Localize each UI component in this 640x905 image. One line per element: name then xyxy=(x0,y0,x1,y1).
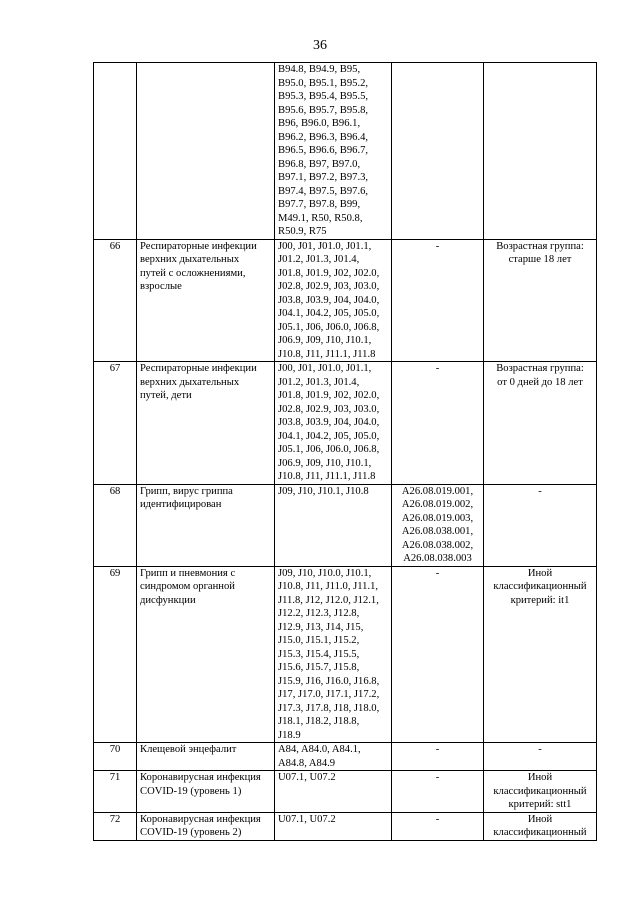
other-criteria-cell xyxy=(484,743,597,771)
icd-codes-cell xyxy=(275,771,392,813)
cell-line: U07.1, U07.2 xyxy=(278,772,336,783)
cell-line: B95.3, B95.4, B95.5, xyxy=(278,91,369,102)
cell-line: A84, A84.0, A84.1, xyxy=(278,744,361,755)
icd-codes-cell xyxy=(275,63,392,240)
row-number-cell: 72 xyxy=(94,812,137,840)
cell-line: - xyxy=(435,363,440,374)
cell-line: J01.8, J01.9, J02, J02.0, xyxy=(278,390,380,401)
cell-line: B97.1, B97.2, B97.3, xyxy=(278,172,369,183)
cell-line: B97.4, B97.5, B97.6, xyxy=(278,185,369,197)
cell-line: J12.9, J13, J14, J15, xyxy=(278,621,364,633)
other-criteria-cell xyxy=(484,566,597,743)
cell-line: - xyxy=(435,240,440,252)
other-criteria-cell xyxy=(484,812,597,840)
cell-line: верхних дыхательных xyxy=(140,376,240,388)
diagnosis-name-cell xyxy=(137,812,275,840)
icd-codes-cell xyxy=(275,812,392,840)
cell-line: A26.08.019.001, xyxy=(401,485,474,497)
cell-line: J10.8, J11, J11.1, J11.8 xyxy=(278,348,376,360)
cell-line: критерий: it1 xyxy=(510,594,570,606)
cell-line: A26.08.038.003 xyxy=(403,553,472,564)
cell-line: A26.08.038.002, xyxy=(401,539,474,551)
cell-line: J09, J10, J10.0, J10.1, xyxy=(278,567,372,579)
icd-codes-cell xyxy=(275,239,392,362)
cell-line: путей с осложнениями, xyxy=(140,267,246,279)
cell-line: B94.8, B94.9, B95, xyxy=(278,64,361,75)
diagnosis-name-cell xyxy=(137,362,275,485)
cell-line: идентифицирован xyxy=(140,499,222,510)
cell-line: J15.6, J15.7, J15.8, xyxy=(278,662,360,673)
row-number-cell: 66 xyxy=(94,239,137,362)
cell-line: Коронавирусная инфекция xyxy=(140,813,261,825)
service-codes-cell xyxy=(392,566,484,743)
cell-line: классификационный xyxy=(493,827,587,838)
cell-line: - xyxy=(435,772,440,783)
cell-line: J10.8, J11, J11.1, J11.8 xyxy=(278,471,376,482)
cell-line: A26.08.038.001, xyxy=(401,526,474,537)
cell-line: J03.8, J03.9, J04, J04.0, xyxy=(278,417,380,428)
cell-line: J01.8, J01.9, J02, J02.0, xyxy=(278,267,380,279)
diagnosis-name-cell xyxy=(137,771,275,813)
cell-line: COVID-19 (уровень 1) xyxy=(140,785,242,797)
cell-line: J10.8, J11, J11.0, J11.1, xyxy=(278,581,379,592)
cell-line: Возрастная группа: xyxy=(496,240,584,252)
cell-line: J01.2, J01.3, J01.4, xyxy=(278,254,360,265)
cell-line: верхних дыхательных xyxy=(140,254,240,265)
cell-line: B96.8, B97, B97.0, xyxy=(278,158,361,170)
icd-codes-cell xyxy=(275,566,392,743)
table-row xyxy=(94,484,597,566)
cell-line: J06.9, J09, J10, J10.1, xyxy=(278,335,372,346)
table-row xyxy=(94,239,597,362)
cell-line: Респираторные инфекции xyxy=(140,363,257,374)
cell-line: старше 18 лет xyxy=(508,254,572,265)
cell-line: A26.08.019.003, xyxy=(401,512,474,524)
diagnosis-name-cell xyxy=(137,63,275,240)
cell-line: J04.1, J04.2, J05, J05.0, xyxy=(278,430,380,442)
row-number-cell: 67 xyxy=(94,362,137,485)
cell-line: критерий: stt1 xyxy=(508,799,572,810)
cell-line: Коронавирусная инфекция xyxy=(140,772,261,783)
row-number-cell: 71 xyxy=(94,771,137,813)
cell-line: J00, J01, J01.0, J01.1, xyxy=(278,240,372,252)
other-criteria-cell xyxy=(484,239,597,362)
cell-line: - xyxy=(538,485,542,497)
cell-line: B95.6, B95.7, B95.8, xyxy=(278,104,369,116)
service-codes-cell xyxy=(392,63,484,240)
diagnosis-name-cell xyxy=(137,239,275,362)
cell-line: J15.0, J15.1, J15.2, xyxy=(278,635,360,646)
cell-line: M49.1, R50, R50.8, xyxy=(278,212,363,224)
cell-line: Грипп, вирус гриппа xyxy=(140,485,233,497)
table-row xyxy=(94,771,597,813)
cell-line: J05.1, J06, J06.0, J06.8, xyxy=(278,321,380,333)
cell-line: U07.1, U07.2 xyxy=(278,813,336,825)
service-codes-cell xyxy=(392,362,484,485)
cell-line: J03.8, J03.9, J04, J04.0, xyxy=(278,294,380,306)
cell-line: B95.0, B95.1, B95.2, xyxy=(278,77,369,89)
cell-line: дисфункции xyxy=(140,594,196,606)
diagnosis-name-cell xyxy=(137,566,275,743)
table-row xyxy=(94,812,597,840)
diagnosis-name-cell xyxy=(137,484,275,566)
other-criteria-cell xyxy=(484,63,597,240)
row-number-cell xyxy=(94,63,137,240)
cell-line: J00, J01, J01.0, J01.1, xyxy=(278,363,372,374)
cell-line: B96.5, B96.6, B96.7, xyxy=(278,145,369,156)
table-row xyxy=(94,566,597,743)
icd-codes-cell xyxy=(275,362,392,485)
row-number-cell: 68 xyxy=(94,484,137,566)
cell-line: J18.1, J18.2, J18.8, xyxy=(278,716,360,727)
cell-line: - xyxy=(435,744,440,755)
page-number: 36 xyxy=(313,38,327,53)
cell-line: J12.2, J12.3, J12.8, xyxy=(278,608,360,619)
cell-line: J09, J10, J10.1, J10.8 xyxy=(278,485,369,497)
cell-line: J05.1, J06, J06.0, J06.8, xyxy=(278,444,380,455)
service-codes-cell xyxy=(392,771,484,813)
cell-line: B96, B96.0, B96.1, xyxy=(278,118,361,129)
service-codes-cell xyxy=(392,484,484,566)
icd-codes-cell xyxy=(275,484,392,566)
cell-line: J01.2, J01.3, J01.4, xyxy=(278,376,360,388)
icd-codes-cell xyxy=(275,743,392,771)
cell-line: R50.9, R75 xyxy=(278,226,327,237)
cell-line: J02.8, J02.9, J03, J03.0, xyxy=(278,403,380,415)
table-row xyxy=(94,743,597,771)
cell-line: - xyxy=(435,813,440,825)
other-criteria-cell xyxy=(484,362,597,485)
cell-line: Возрастная группа: xyxy=(496,363,584,374)
cell-line: B96.2, B96.3, B96.4, xyxy=(278,131,369,143)
service-codes-cell xyxy=(392,239,484,362)
cell-line: классификационный xyxy=(493,785,587,797)
table-row xyxy=(94,63,597,240)
service-codes-cell xyxy=(392,743,484,771)
criteria-table xyxy=(93,62,597,841)
cell-line: путей, дети xyxy=(140,390,192,401)
cell-line: J06.9, J09, J10, J10.1, xyxy=(278,457,372,469)
cell-line: J17, J17.0, J17.1, J17.2, xyxy=(278,689,380,700)
cell-line: Иной xyxy=(527,772,553,783)
cell-line: Клещевой энцефалит xyxy=(140,744,237,755)
other-criteria-cell xyxy=(484,484,597,566)
cell-line: от 0 дней до 18 лет xyxy=(497,376,583,388)
cell-line: J17.3, J17.8, J18, J18.0, xyxy=(278,702,380,714)
cell-line: Грипп и пневмония с xyxy=(140,567,236,579)
cell-line: J18.9 xyxy=(278,729,301,741)
cell-line: J02.8, J02.9, J03, J03.0, xyxy=(278,281,380,292)
other-criteria-cell xyxy=(484,771,597,813)
diagnosis-name-cell xyxy=(137,743,275,771)
cell-line: взрослые xyxy=(140,281,182,292)
cell-line: - xyxy=(435,567,440,579)
row-number-cell: 69 xyxy=(94,566,137,743)
cell-line: COVID-19 (уровень 2) xyxy=(140,827,242,838)
table-row xyxy=(94,362,597,485)
cell-line: J15.3, J15.4, J15.5, xyxy=(278,648,360,660)
cell-line: Иной xyxy=(527,567,553,579)
service-codes-cell xyxy=(392,812,484,840)
cell-line: J04.1, J04.2, J05, J05.0, xyxy=(278,308,380,319)
cell-line: синдромом органной xyxy=(140,581,235,592)
cell-line: классификационный xyxy=(493,581,587,592)
cell-line: - xyxy=(538,744,542,755)
cell-line: A26.08.019.002, xyxy=(401,499,474,510)
cell-line: J11.8, J12, J12.0, J12.1, xyxy=(278,594,379,606)
cell-line: B97.7, B97.8, B99, xyxy=(278,199,361,210)
cell-line: Иной xyxy=(527,813,553,825)
table-body xyxy=(94,63,597,841)
cell-line: Респираторные инфекции xyxy=(140,240,257,252)
cell-line: J15.9, J16, J16.0, J16.8, xyxy=(278,675,380,687)
cell-line: A84.8, A84.9 xyxy=(278,757,336,769)
row-number-cell: 70 xyxy=(94,743,137,771)
